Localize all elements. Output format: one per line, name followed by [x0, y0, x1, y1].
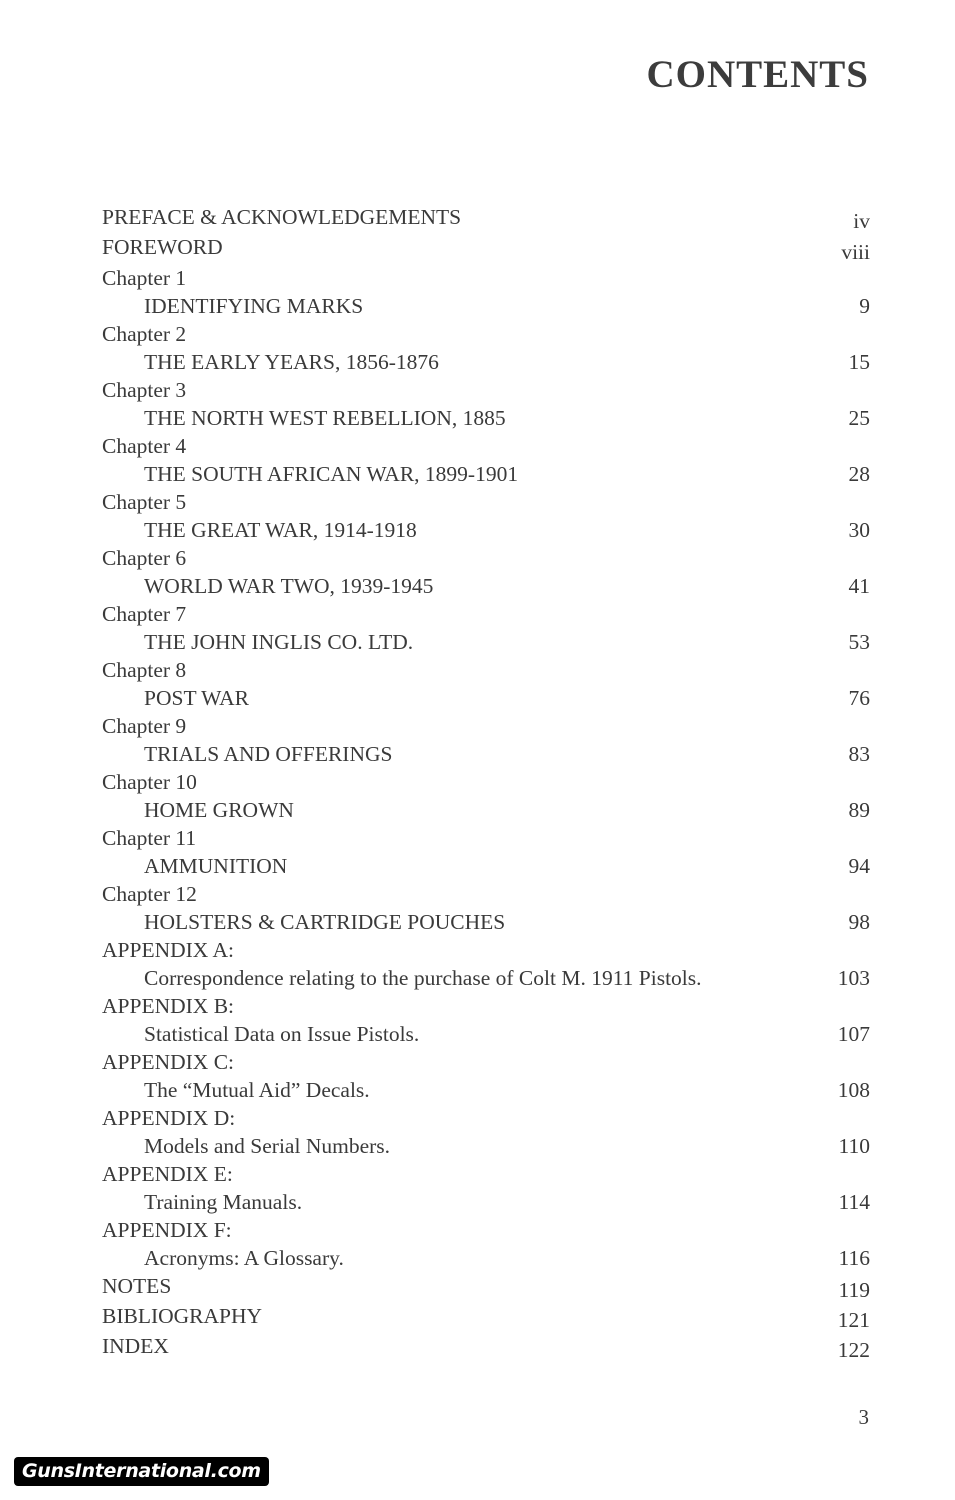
toc-entry-title: THE EARLY YEARS, 1856-1876	[144, 350, 439, 374]
toc-entry	[102, 1104, 870, 1160]
toc-entry	[102, 824, 870, 880]
toc-entry	[102, 264, 870, 320]
toc-entry-page: iv	[853, 209, 870, 233]
toc-entry-label: NOTES	[102, 1274, 172, 1298]
toc-entry-label: APPENDIX E:	[102, 1162, 233, 1186]
toc-entry	[102, 233, 870, 264]
toc-entry-page: 28	[848, 462, 870, 486]
toc-entry-title: Correspondence relating to the purchase of Colt M. 1911 Pistols.	[144, 966, 702, 990]
toc-entry-title: Models and Serial Numbers.	[144, 1134, 391, 1158]
toc-entry	[102, 1048, 870, 1104]
toc-entry-label: Chapter 9	[102, 714, 187, 738]
toc-entry-page: viii	[841, 240, 870, 264]
toc-entry-label: BIBLIOGRAPHY	[102, 1304, 263, 1328]
toc-entry-label: Chapter 10	[102, 770, 197, 794]
page-title: CONTENTS	[646, 53, 869, 96]
toc-entry-page: 41	[848, 574, 870, 598]
toc-entry-page: 76	[848, 686, 870, 710]
toc-entry	[102, 1272, 870, 1302]
toc-entry-title: The “Mutual Aid” Decals.	[144, 1078, 370, 1102]
toc-entry-title: POST WAR	[144, 686, 249, 710]
toc-entry-title: HOME GROWN	[144, 798, 294, 822]
toc-entry	[102, 432, 870, 488]
toc-entry-label: APPENDIX B:	[102, 994, 235, 1018]
toc-entry-label: Chapter 6	[102, 546, 187, 570]
toc-entry-page: 108	[837, 1078, 870, 1102]
toc-entry	[102, 376, 870, 432]
toc-entry	[102, 1216, 870, 1272]
toc-entry-label: APPENDIX A:	[102, 938, 235, 962]
toc-entry-page: 30	[848, 518, 870, 542]
toc-entry-title: THE GREAT WAR, 1914-1918	[144, 518, 417, 542]
toc-entry-page: 83	[848, 742, 870, 766]
table-of-contents	[102, 203, 870, 1362]
toc-entry-title: AMMUNITION	[144, 854, 288, 878]
toc-entry	[102, 1160, 870, 1216]
toc-entry-label: Chapter 12	[102, 882, 197, 906]
toc-entry	[102, 768, 870, 824]
page-number: 3	[858, 1405, 869, 1429]
toc-entry-page: 98	[848, 910, 870, 934]
toc-entry-label: Chapter 1	[102, 266, 187, 290]
toc-entry-page: 94	[848, 854, 870, 878]
toc-entry-title: Training Manuals.	[144, 1190, 303, 1214]
toc-entry-title: WORLD WAR TWO, 1939-1945	[144, 574, 434, 598]
toc-entry	[102, 320, 870, 376]
toc-entry	[102, 203, 870, 233]
toc-entry-page: 114	[838, 1190, 870, 1214]
toc-entry-label: Chapter 2	[102, 322, 187, 346]
toc-entry-label: Chapter 7	[102, 602, 187, 626]
toc-entry-page: 9	[859, 294, 870, 318]
toc-entry-title: Statistical Data on Issue Pistols.	[144, 1022, 420, 1046]
toc-entry-page: 119	[838, 1278, 870, 1302]
toc-entry-page: 53	[848, 630, 870, 654]
toc-entry-title: HOLSTERS & CARTRIDGE POUCHES	[144, 910, 506, 934]
toc-entry-label: INDEX	[102, 1334, 169, 1358]
toc-entry-label: Chapter 11	[102, 826, 197, 850]
toc-entry-title: TRIALS AND OFFERINGS	[144, 742, 393, 766]
toc-entry-page: 121	[837, 1308, 870, 1332]
toc-entry	[102, 600, 870, 656]
toc-entry-page: 116	[838, 1246, 870, 1270]
toc-entry-page: 103	[837, 966, 870, 990]
toc-entry-title: THE NORTH WEST REBELLION, 1885	[144, 406, 506, 430]
toc-entry-page: 89	[848, 798, 870, 822]
toc-entry-title: IDENTIFYING MARKS	[144, 294, 364, 318]
toc-entry-label: Chapter 5	[102, 490, 187, 514]
toc-entry-label: FOREWORD	[102, 235, 223, 259]
toc-entry-title: THE SOUTH AFRICAN WAR, 1899-1901	[144, 462, 519, 486]
toc-entry	[102, 992, 870, 1048]
toc-entry	[102, 656, 870, 712]
toc-entry	[102, 488, 870, 544]
toc-entry	[102, 880, 870, 936]
toc-entry-page: 25	[848, 406, 870, 430]
toc-entry-title: THE JOHN INGLIS CO. LTD.	[144, 630, 414, 654]
toc-entry-page: 15	[848, 350, 870, 374]
toc-entry-title: Acronyms: A Glossary.	[144, 1246, 344, 1270]
toc-entry-page: 122	[837, 1338, 870, 1362]
toc-entry-page: 110	[838, 1134, 870, 1158]
toc-entry	[102, 936, 870, 992]
toc-entry-label: Chapter 3	[102, 378, 187, 402]
toc-entry-label: Chapter 8	[102, 658, 187, 682]
toc-entry-label: APPENDIX D:	[102, 1106, 236, 1130]
toc-entry-label: APPENDIX F:	[102, 1218, 232, 1242]
toc-entry-label: Chapter 4	[102, 434, 187, 458]
toc-entry	[102, 1302, 870, 1332]
toc-entry-label: APPENDIX C:	[102, 1050, 235, 1074]
toc-entry-page: 107	[837, 1022, 870, 1046]
toc-entry-label: PREFACE & ACKNOWLEDGEMENTS	[102, 205, 462, 229]
toc-entry	[102, 544, 870, 600]
watermark-logo: GunsInternational.com	[14, 1457, 269, 1486]
toc-entry	[102, 1332, 870, 1362]
toc-entry	[102, 712, 870, 768]
